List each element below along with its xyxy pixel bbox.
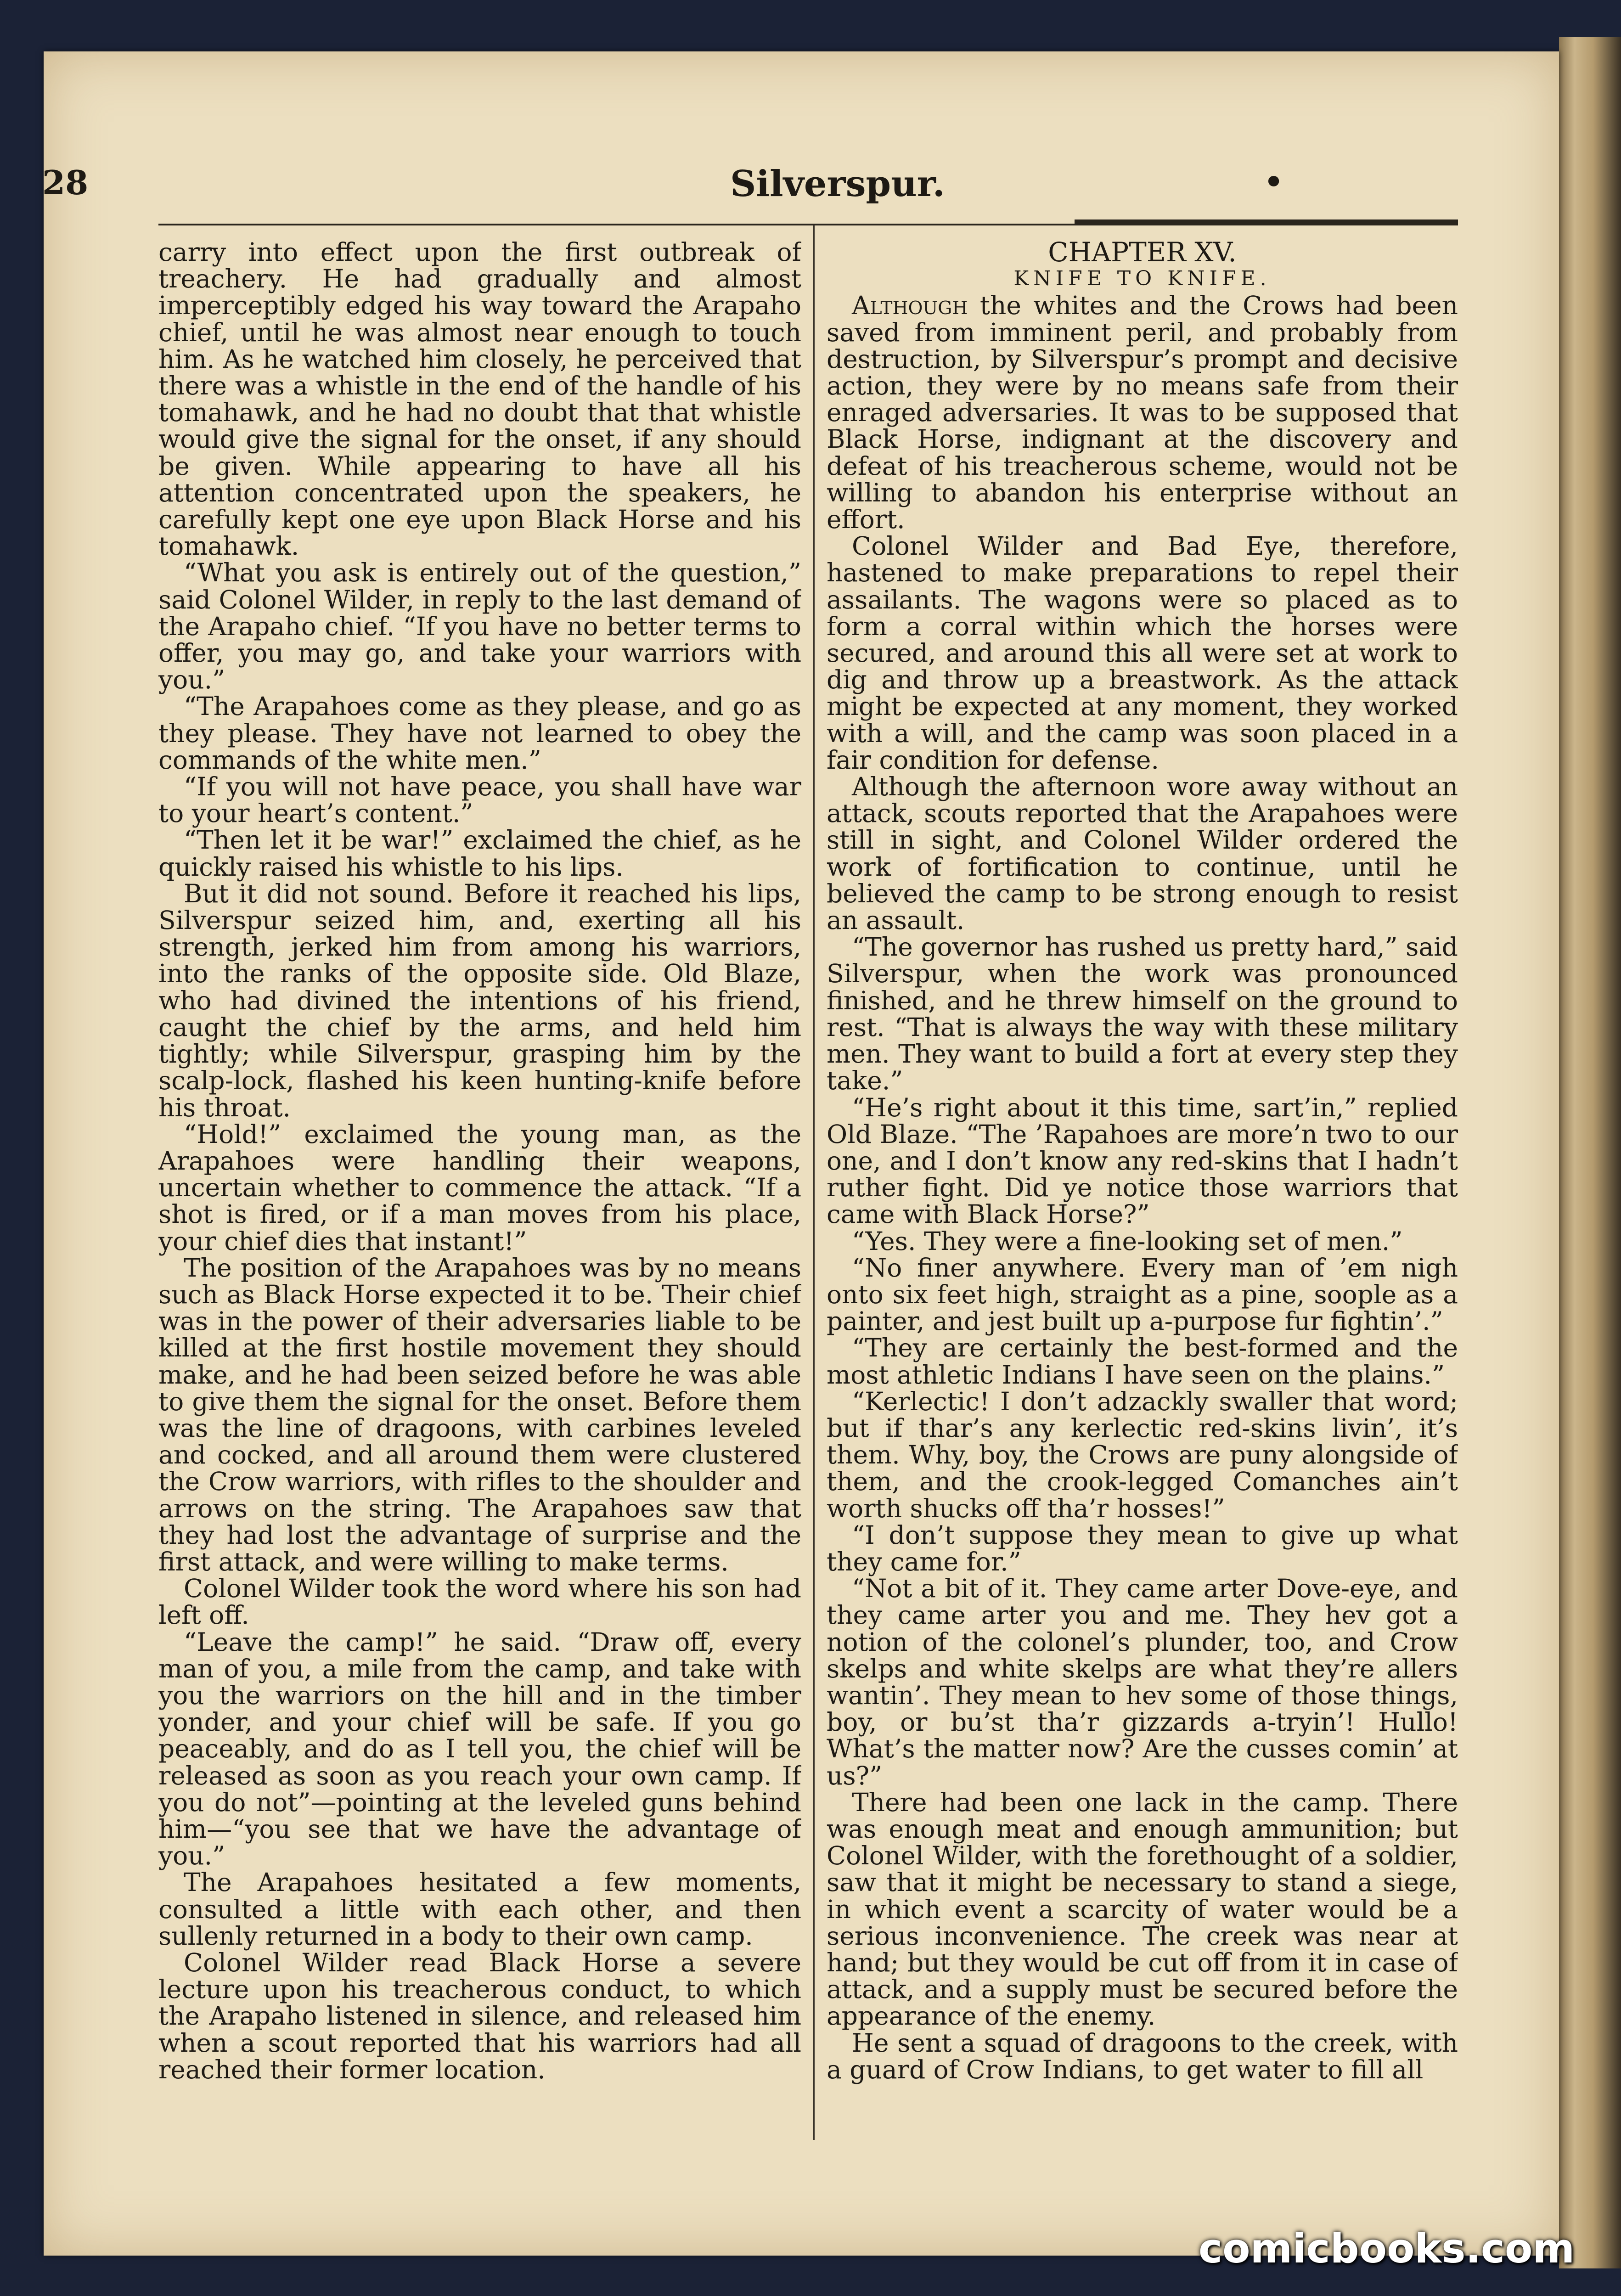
chapter-title: KNIFE TO KNIFE. [1013, 267, 1271, 291]
paragraph: “Kerlectic! I don’t adzackly swaller that word; but if thar’s any kerlectic red-skins livin’, it’s them. Why, boy, the Crows are puny alongside of them, and the crook-legged Comanches ain’t worth shucks off tha’r hosses!” [827, 1386, 1458, 1523]
column-divider [813, 225, 815, 2140]
paragraph: The Arapahoes hesitated a few moments, consulted a little with each other, and then sullenly returned in a body to their own camp. [158, 1868, 801, 1951]
paragraph: Colonel Wilder read Black Horse a severe lecture upon his treacherous conduct, to which the Arapaho listened in silence, and released him when a scout reported that his warriors had all reached their former location. [158, 1948, 801, 2084]
paragraph: “No finer anywhere. Every man of ’em nigh onto six feet high, straight as a pine, soople as a painter, and jest built up a-purpose fur fightin’.” [827, 1253, 1458, 1336]
paragraph: “Then let it be war!” exclaimed the chief, as he quickly raised his whistle to his lips. [158, 825, 801, 882]
paragraph: “The governor has rushed us pretty hard,” said Silverspur, when the work was pronounced finished, and he threw himself on the ground to rest. “That is always the way with these military men. They want to build a fort at every step they take.” [827, 932, 1458, 1096]
header-rule-thick [1075, 219, 1458, 225]
paragraph: Although the whites and the Crows had been saved from imminent peril, and probably from destruction, by Silverspur’s prompt and decisive action, they were by no means safe from their enraged adversaries. It was to be supposed that Black Horse, indignant at the discovery and defeat of his treacherous scheme, would not be willing to abandon his enterprise without an effort. [827, 291, 1458, 535]
paragraph: Colonel Wilder and Bad Eye, therefore, hastened to make preparations to repel their assailants. The wagons were so placed as to form a corral within which the horses were secured, and around this all were set at work to dig and throw up a breastwork. As the attack might be expected at any moment, they worked with a will, and the camp was soon placed in a fair condition for defense. [827, 531, 1458, 775]
page-edge [1559, 37, 1621, 2268]
paragraph: “I don’t suppose they mean to give up what they came for.” [827, 1520, 1458, 1576]
paragraph: Colonel Wilder took the word where his son had left off. [158, 1574, 801, 1630]
paragraph: “If you will not have peace, you shall have war to your heart’s content.” [158, 772, 801, 828]
paragraph: “Yes. They were a fine-looking set of men.” [852, 1226, 1403, 1256]
paragraph: He sent a squad of dragoons to the creek, with a guard of Crow Indians, to get water to fill all [827, 2028, 1458, 2084]
watermark: comicbooks.com [1199, 2225, 1575, 2272]
paragraph: “He’s right about it this time, sart’in,” replied Old Blaze. “The ’Rapahoes are more’n two to our one, and I don’t know any red-skins that I hadn’t ruther fight. Did ye notice those warriors that came with Black Horse?” [827, 1092, 1458, 1229]
paragraph: The position of the Arapahoes was by no means such as Black Horse expected it to be. Their chief was in the power of their adversaries liable to be killed at the first hostile movement they should make, and he had been seized before he was able to give them the signal for the onset. Before them was the line of dragoons, with carbines leveled and cocked, and all around them were clustered the Crow warriors, with rifles to the shoulder and arrows on the string. The Arapahoes saw that they had lost the advantage of surprise and the first attack, and were willing to make terms. [158, 1253, 801, 1576]
paragraph: Although the afternoon wore away without an attack, scouts reported that the Arapahoes were still in sight, and Colonel Wilder ordered the work of fortification to continue, until he believed the camp to be strong enough to resist an assault. [827, 772, 1458, 935]
chapter-number: CHAPTER XV. [1048, 239, 1237, 268]
header-ornament: • [1263, 161, 1285, 203]
paragraph: “What you ask is entirely out of the question,” said Colonel Wilder, in reply to the last demand of the Arapaho chief. “If you have no better terms to offer, you may go, and take your warriors with you.” [158, 558, 801, 695]
paragraph: carry into effect upon the first outbreak of treachery. He had gradually and almost imperceptibly edged his way toward the Arapaho chief, until he was almost near enough to touch him. As he watched him closely, he perceived that there was a whistle in the end of the handle of his tomahawk, and he had no doubt that that whistle would give the signal for the onset, if any should be given. While appearing to have all his attention concentrated upon the speakers, he carefully kept one eye upon Black Horse and his tomahawk. [158, 239, 801, 561]
paragraph: “Hold!” exclaimed the young man, as the Arapahoes were handling their weapons, uncertain whether to commence the attack. “If a shot is fired, or if a man moves from his place, your chief dies that instant!” [158, 1119, 801, 1256]
paragraph: “Leave the camp!” he said. “Draw off, every man of you, a mile from the camp, and take with you the warriors on the hill and in the timber yonder, and your chief will be safe. If you go peaceably, and do as I tell you, the chief will be released as soon as you reach your own camp. If you do not”—pointing at the leveled guns behind him—“you see that we have the advantage of you.” [158, 1627, 801, 1871]
paragraph: “They are certainly the best-formed and the most athletic Indians I have seen on the plains.” [827, 1333, 1458, 1390]
left-column [158, 239, 801, 2144]
paragraph: But it did not sound. Before it reached his lips, Silverspur seized him, and, exerting all his strength, jerked him from among his warriors, into the ranks of the opposite side. Old Blaze, who had divined the intentions of his friend, caught the chief by the arms, and held him tightly; while Silverspur, grasping him by the scalp-lock, flashed his keen hunting-knife before his throat. [158, 878, 801, 1122]
paragraph: “Not a bit of it. They came arter Dove-eye, and they came arter you and me. They hev got a notion of the colonel’s plunder, too, and Crow skelps and white skelps are what they’re allers wantin’. They mean to hev some of those things, boy, or bu’st tha’r gizzards a-tryin’! Hullo! What’s the matter now? Are the cusses comin’ at us?” [827, 1574, 1458, 1790]
running-title: Silverspur. [730, 163, 945, 205]
page-number: 28 [42, 163, 89, 202]
right-column [827, 239, 1458, 2144]
paragraph: “The Arapahoes come as they please, and go as they please. They have not learned to obey the commands of the white men.” [158, 692, 801, 775]
paragraph: There had been one lack in the camp. There was enough meat and enough ammunition; but Colonel Wilder, with the forethought of a soldier, saw that it might be necessary to stand a siege, in which event a scarcity of water would be a serious inconvenience. The creek was near at hand; but they would be cut off from it in case of attack, and a supply must be secured before the appearance of the enemy. [827, 1787, 1458, 2031]
drop-lead: Although [852, 291, 968, 321]
